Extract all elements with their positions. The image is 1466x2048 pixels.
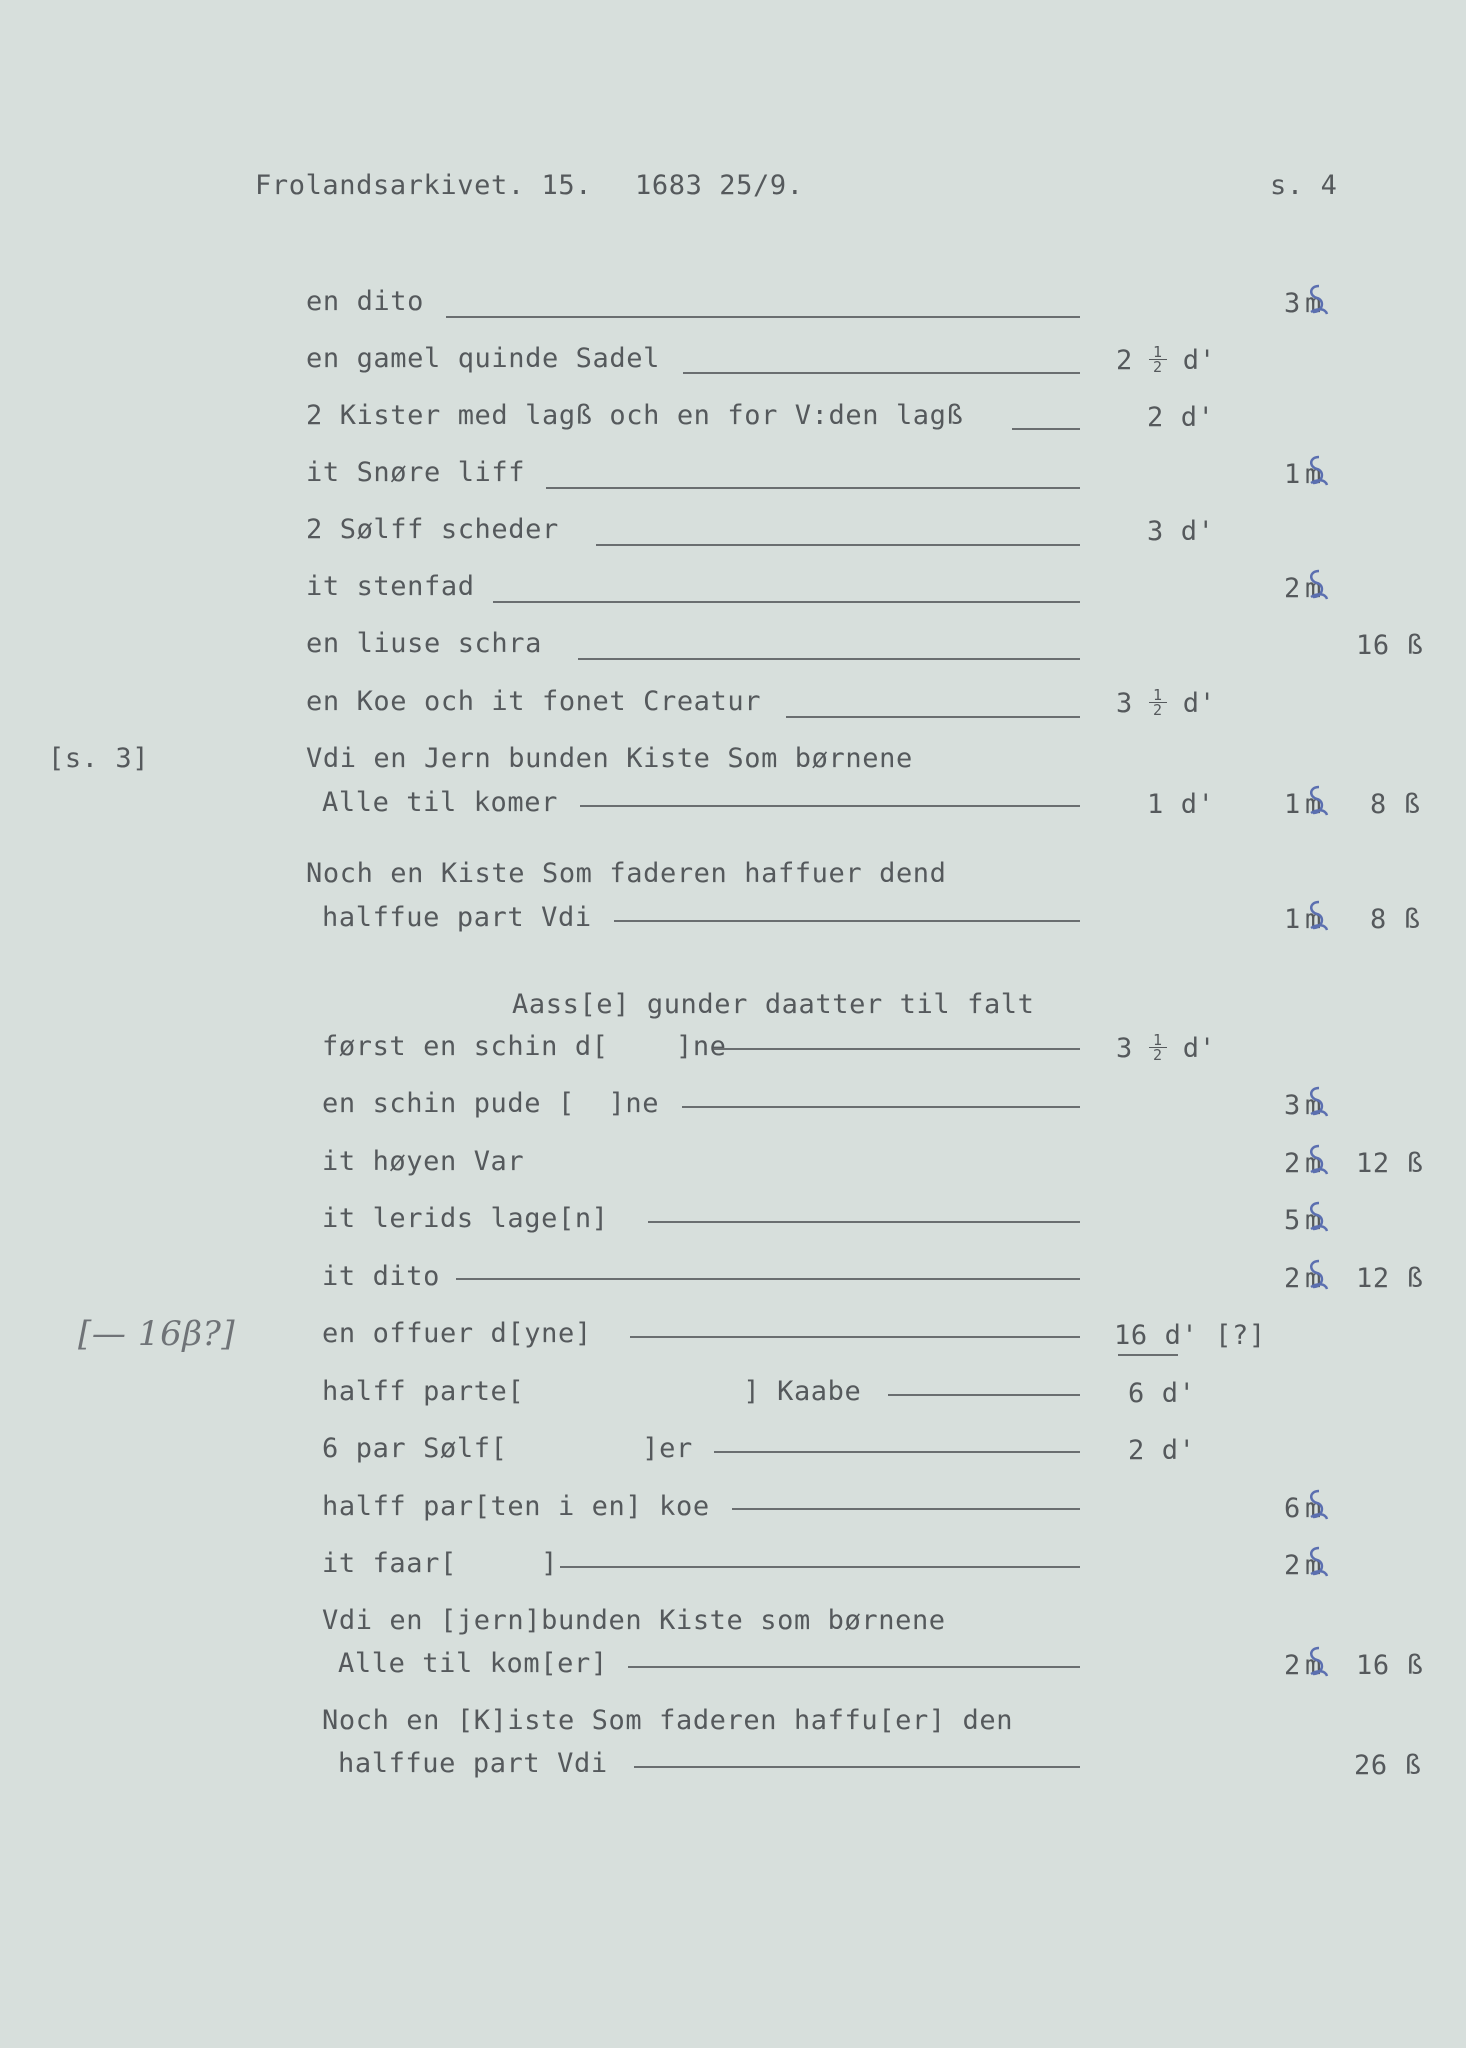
entry-skilling: 26 ß [1354,1750,1422,1781]
mark-sign-icon: m [1305,1550,1321,1582]
entry-text: en schin pude [ ]ne [322,1088,660,1119]
fill-line [493,601,1080,603]
entry-skilling: 8 ß [1370,904,1421,935]
margin-note-handwritten: [— 16β?] [78,1314,236,1354]
entry-rd: 3 $\frac{1}{2}$ d' [1116,1031,1216,1064]
fill-line [634,1766,1080,1768]
mark-sign-icon: m [1305,1263,1321,1295]
entry-text: halff parte[ ] Kaabe [322,1376,862,1407]
entry-text: Noch en Kiste Som faderen haffuer dend [306,858,947,889]
header-date: 1683 25/9. [635,170,804,201]
entry-text-continued: halffue part Vdi [338,1748,608,1779]
underline [1118,1354,1178,1356]
fill-line [560,1566,1080,1568]
entry-mark: 2 [1284,1650,1301,1681]
entry-mark: 2 [1284,1263,1301,1294]
entry-skilling: 16 ß [1356,630,1424,661]
entry-text: it dito [322,1261,440,1292]
entry-mark: 3 [1284,1090,1301,1121]
entry-rd: 2 $\frac{1}{2}$ d' [1116,343,1216,376]
mark-sign-icon: m [1305,573,1321,605]
entry-text: en dito [306,286,424,317]
fill-line [630,1336,1080,1338]
entry-mark: 1 [1284,904,1301,935]
entry-mark: 2 [1284,573,1301,604]
entry-rd: 6 d' [1128,1378,1196,1409]
fill-line [578,658,1080,660]
fill-line [732,1508,1080,1510]
mark-sign-icon: m [1305,1493,1321,1525]
entry-mark: 3 [1284,288,1301,319]
fill-line [614,920,1080,922]
fill-line [714,1048,1080,1050]
entry-rd: 2 d' [1128,1435,1196,1466]
fill-line [1012,428,1080,430]
entry-text-continued: Alle til komer [322,787,558,818]
fill-line [628,1666,1080,1668]
entry-text-continued: halffue part Vdi [322,902,592,933]
entry-rd: 1 d' [1147,789,1215,820]
header-page: s. 4 [1270,170,1338,201]
fill-line [682,1106,1080,1108]
fill-line [546,487,1080,489]
fill-line [596,544,1080,546]
entry-text: en gamel quinde Sadel [306,343,660,374]
mark-sign-icon: m [1305,789,1321,821]
mark-sign-icon: m [1305,1205,1321,1237]
entry-text-continued: Alle til kom[er] [338,1648,608,1679]
mark-sign-icon: m [1305,1148,1321,1180]
fill-line [786,716,1080,718]
entry-mark: 6 [1284,1493,1301,1524]
entry-mark: 5 [1284,1205,1301,1236]
fill-line [580,805,1080,807]
entry-text: it faar[ ] [322,1548,558,1579]
entry-text: Vdi en [jern]bunden Kiste som børnene [322,1605,946,1636]
mark-sign-icon: m [1305,459,1321,491]
entry-rd: 3 $\frac{1}{2}$ d' [1116,686,1216,719]
entry-text: it stenfad [306,571,475,602]
fill-line [446,316,1080,318]
entry-text: en liuse schra [306,628,542,659]
entry-text: Noch en [K]iste Som faderen haffu[er] den [322,1705,1014,1736]
entry-text: en offuer d[yne] [322,1318,592,1349]
fill-line [648,1221,1080,1223]
entry-rd: 16 d' [?] [1114,1320,1266,1351]
mark-sign-icon: m [1305,1090,1321,1122]
entry-text: Vdi en Jern bunden Kiste Som børnene [306,743,913,774]
entry-text: en Koe och it fonet Creatur [306,686,762,717]
entry-text: 2 Sølff scheder [306,514,559,545]
entry-rd: 2 d' [1147,402,1215,433]
mark-sign-icon: m [1305,904,1321,936]
entry-text: halff par[ten i en] koe [322,1491,710,1522]
entry-mark: 1 [1284,459,1301,490]
entry-text: it lerids lage[n] [322,1203,609,1234]
fill-line [714,1451,1080,1453]
fill-line [456,1278,1080,1280]
entry-mark: 2 [1284,1550,1301,1581]
entry-skilling: 8 ß [1370,789,1421,820]
entry-rd: 3 d' [1147,516,1215,547]
entry-skilling: 12 ß [1356,1263,1424,1294]
entry-text: først en schin d[ ]ne [322,1031,727,1062]
entry-mark: 1 [1284,789,1301,820]
entry-mark: 2 [1284,1148,1301,1179]
fill-line [683,372,1080,374]
margin-note-page-ref: [s. 3] [48,743,150,774]
section-heading: Aass[e] gunder daatter til falt [512,989,1035,1020]
entry-text: 2 Kister med lagß och en for V:den lagß [306,400,964,431]
mark-sign-icon: m [1305,288,1321,320]
header-archive: Frolandsarkivet. 15. [255,170,593,201]
entry-skilling: 16 ß [1356,1650,1424,1681]
entry-text: 6 par Sølf[ ]er [322,1433,693,1464]
entry-text: it Snøre liff [306,457,526,488]
entry-text: it høyen Var [322,1146,525,1177]
fill-line [888,1394,1080,1396]
mark-sign-icon: m [1305,1650,1321,1682]
entry-skilling: 12 ß [1356,1148,1424,1179]
